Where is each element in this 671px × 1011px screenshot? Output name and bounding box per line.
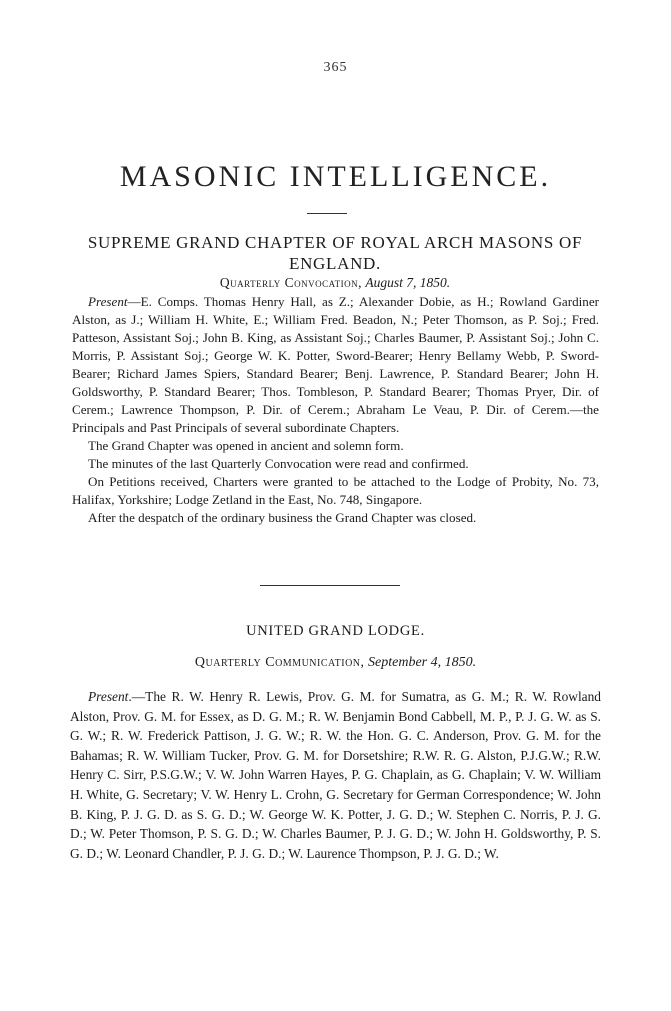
section1-paragraph-petitions: On Petitions received, Charters were granted to be attached to the Lodge of Probity, No. 73, Halifax, Yorkshire; Lodge Zetland in the East, No. 748, Singapore.	[72, 474, 599, 507]
page-title: MASONIC INTELLIGENCE.	[119, 160, 552, 193]
section1-paragraph-opened: The Grand Chapter was opened in ancient and solemn form.	[88, 438, 404, 453]
convocation-date: August 7, 1850.	[365, 275, 451, 290]
section1-paragraph-closed: After the despatch of the ordinary business the Grand Chapter was closed.	[88, 510, 477, 525]
section1-present-paragraph	[72, 293, 599, 437]
section-divider	[260, 585, 400, 586]
present-label: Present	[88, 689, 129, 704]
section2-body	[70, 687, 601, 863]
communication-date: September 4, 1850.	[368, 655, 477, 670]
section1-subheading	[70, 275, 600, 291]
section1-heading: SUPREME GRAND CHAPTER OF ROYAL ARCH MASONS OF ENGLAND.	[87, 233, 583, 273]
convocation-label: Quarterly Convocation,	[219, 275, 362, 290]
present-text: .—The R. W. Henry R. Lewis, Prov. G. M. for Sumatra, as G. M.; R. W. Rowland Alston, Prov. G. M. for Essex, as D. G. M.; R. W. Benjamin Bond Cabbell, M. P., P. J. G. W. as S. G. W.; R. W. Frederick Pattison, J. G. W.; R. W. the Hon. G. C. Anderson, Prov. G. M. for the Bahamas; R. W. William Tucker, Prov. G. M. for Dorsetshire; R.W. R. G. Alston, P.J.G.W.; R.W. Henry C. Sirr, P.S.G.W.; V. W. John Warren Hayes, P. G. Chaplain, as G. Chaplain; V. W. William H. White, G. Secretary; V. W. Henry L. Crohn, G. Secretary for German Correspondence; W. John B. King, P. J. G. D. as S. G. D.; W. George W. K. Potter, J. G. D.; W. Stephen C. Norris, P. J. G. D.; W. Peter Thomson, P. S. G. D.; W. Charles Baumer, P. J. G. D.; W. John H. Goldsworthy, P. S. G. D.; W. Leonard Chandler, P. J. G. D.; W. Laurence Thompson, P. J. G. D.; W.	[70, 689, 601, 861]
section2-heading: UNITED GRAND LODGE.	[246, 623, 425, 639]
title-divider	[307, 213, 347, 214]
section1-paragraph-minutes: The minutes of the last Quarterly Convocation were read and confirmed.	[88, 456, 469, 471]
section2-present-paragraph	[70, 687, 601, 863]
section1-body	[72, 293, 599, 527]
present-label: Present	[88, 294, 128, 309]
section2-subheading	[0, 655, 671, 671]
page-number: 365	[323, 60, 348, 75]
communication-label: Quarterly Communication,	[194, 655, 365, 670]
present-text: —E. Comps. Thomas Henry Hall, as Z.; Alexander Dobie, as H.; Rowland Gardiner Alston, as J.; William H. White, E.; William Fred. Beadon, N.; Peter Thomson, as P. Soj.; Fred. Patteson, Assistant Soj.; John B. King, as Assistant Soj.; Charles Baumer, P. Assistant Soj.; John C. Morris, P. Assistant Soj.; George W. K. Potter, Sword-Bearer; Henry Bellamy Webb, P. Sword-Bearer; Richard James Spiers, Standard Bearer; Benj. Lawrence, P. Standard Bearer; John H. Goldsworthy, P. Standard Bearer; Thos. Tombleson, P. Standard Bearer; Thomas Pryer, Dir. of Cerem.; Lawrence Thompson, P. Dir. of Cerem.; Abraham Le Veau, P. Dir. of Cerem.—the Principals and Past Principals of several subordinate Chapters.	[72, 294, 599, 435]
